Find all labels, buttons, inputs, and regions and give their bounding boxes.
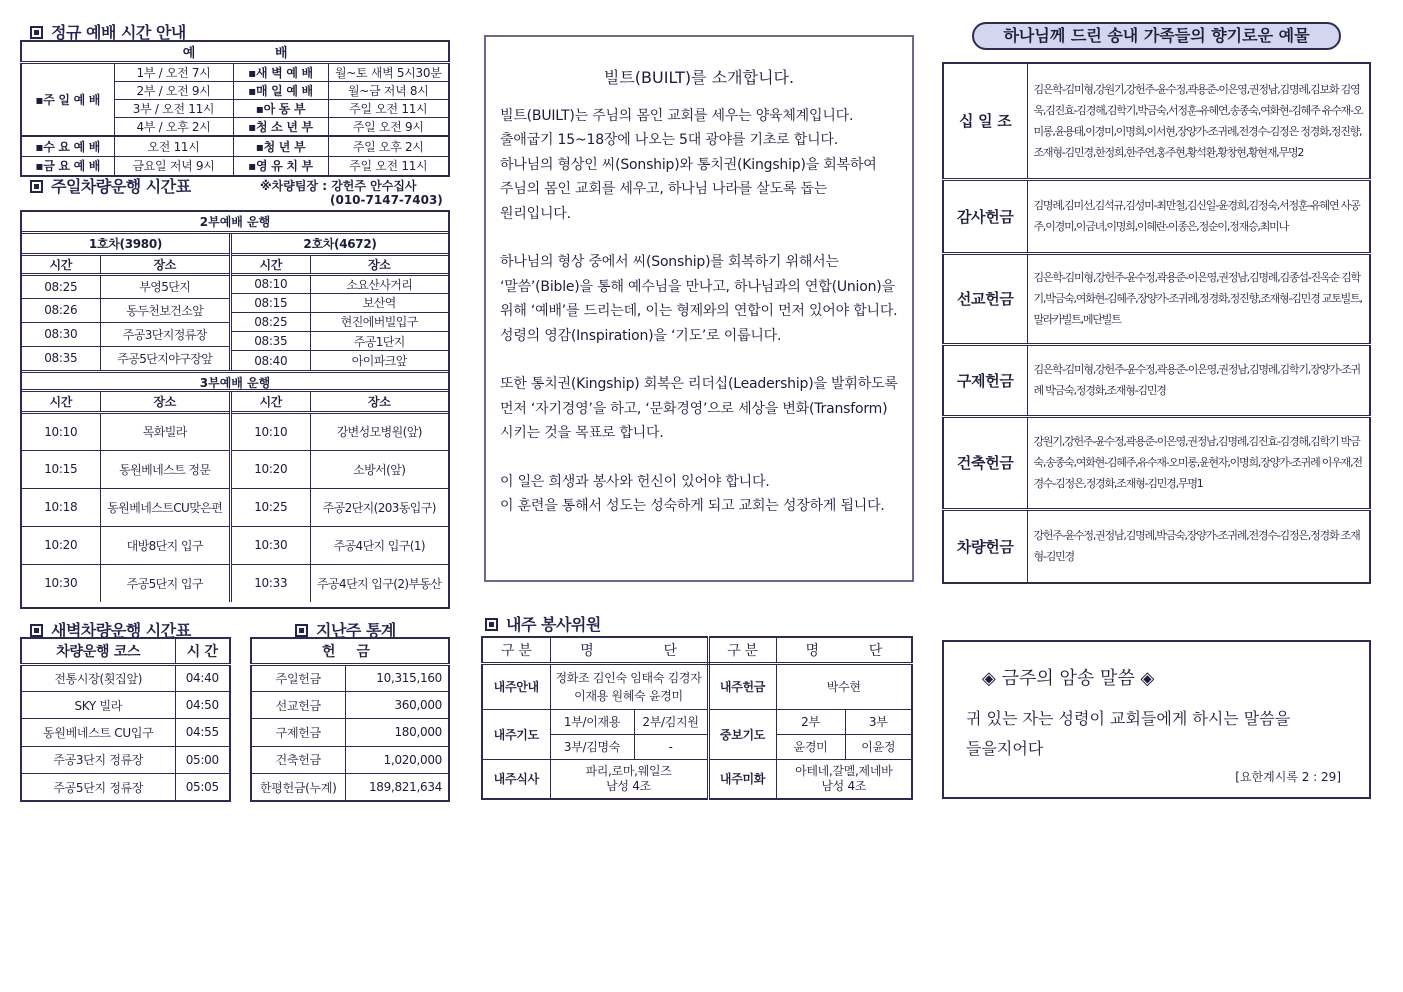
stop-place: 소요산사거리	[310, 274, 448, 293]
stop-place: 주공3단지정류장	[100, 322, 229, 346]
meal-label: 내주식사	[482, 759, 550, 799]
stop-time: 10:15	[22, 450, 100, 488]
offering-donors: 강원기,강헌주-윤수정,곽용준-이은영,권정남,김명례,김진효-김경해,김학기 박금숙,송종숙,여화현-김혜주,유수재-오미롱,윤현자,이명희,장양가-조귀례 이우재,전경수-김정은,정경화,조재형-김민경,무명1	[1027, 416, 1370, 509]
section-title-text: 주일차량운행 시간표	[51, 177, 191, 196]
stats	[250, 637, 450, 802]
course-header: 차량운행 코스	[21, 638, 175, 664]
course-stop: 동원베네스트 CU입구	[21, 719, 175, 746]
built-paragraph	[500, 250, 912, 348]
stop-place: 대방8단지 입구	[100, 526, 229, 564]
time-cell: 1부 / 오전 7시	[114, 63, 233, 82]
vehicle-schedule-title	[30, 174, 191, 197]
offering-amount: 180,000	[345, 719, 449, 746]
built-line: 출애굽기 15~18장에 나오는 5대 광야를 기초로 합니다.	[500, 132, 838, 149]
time-cell: 월~금 저녁 8시	[328, 82, 449, 100]
names-header	[776, 637, 912, 663]
offering-type: 한평헌금(누계)	[251, 774, 345, 801]
prayer-4: -	[634, 734, 708, 759]
offering-donors: 김은학-김미형,강헌주-윤수정,곽용준-이은영,권정남,김명례,김학기,장양가-조귀례 박금숙,정경화,조재형-김민경	[1027, 344, 1370, 416]
offering-header: 헌 금	[251, 638, 449, 664]
offering-row	[943, 416, 1370, 509]
prayer-3: 3부/김명숙	[550, 734, 634, 759]
memory-verse-box	[942, 640, 1371, 799]
time-cell: 월~토 새벽 5시30분	[328, 63, 449, 82]
course-time: 04:55	[175, 719, 230, 746]
header-right: 배	[275, 46, 288, 61]
built-line: 먼저 ‘자기경영’을 하고, ‘문화경영’으로 세상을 변화(Transform)	[500, 400, 888, 417]
built-line: 하나님의 형상인 씨(Sonship)와 통치권(Kingship)을 회복하여	[500, 156, 877, 173]
time-cell: 주일 오전 9시	[328, 118, 449, 137]
stop-time: 10:10	[22, 412, 100, 450]
category-header: 구 분	[482, 637, 550, 663]
offering-type: 건축헌금	[251, 746, 345, 773]
stop-time: 08:30	[22, 322, 100, 346]
memory-verse-title: ◈ 금주의 암송 말씀 ◈	[982, 668, 1155, 689]
course-time: 04:40	[175, 664, 230, 691]
built-line: 또한 통치권(Kingship) 회복은 리더십(Leadership)을 발휘하도록	[500, 376, 898, 393]
stop-place: 동원베네스트 정문	[100, 450, 229, 488]
offering-amount: 360,000	[345, 691, 449, 718]
offering-category: 건축헌금	[943, 416, 1027, 509]
built-paragraph	[500, 372, 912, 445]
vehicle-row	[232, 293, 448, 312]
offering-category: 선교헌금	[943, 253, 1027, 344]
stats-row	[251, 774, 449, 801]
time-header: 시간	[232, 254, 310, 274]
intercession-label: 중보기도	[708, 709, 776, 759]
vehicle-row	[22, 346, 229, 370]
stop-time: 08:35	[22, 346, 100, 370]
time-cell: 3부 / 오전 11시	[114, 100, 233, 118]
offering-type: 주일헌금	[251, 664, 345, 691]
offering-amount: 1,020,000	[345, 746, 449, 773]
stop-place: 주공5단지 입구	[100, 564, 229, 602]
stop-time: 10:20	[232, 450, 310, 488]
offering-category: 십 일 조	[943, 63, 1027, 179]
vehicle-row	[22, 488, 229, 526]
course-time: 05:05	[175, 774, 230, 801]
section-title-text: 지난주 통계	[316, 621, 396, 640]
built-line: 시키는 것을 목표로 합니다.	[500, 425, 664, 442]
stop-time: 10:25	[232, 488, 310, 526]
vehicle-subtable	[232, 392, 448, 602]
car2-section	[232, 234, 448, 370]
service-label: ▪매 일 예 배	[233, 82, 328, 100]
cleaning-line: 남성 4조	[821, 778, 867, 793]
stop-place: 목화빌라	[100, 412, 229, 450]
offering-row	[943, 179, 1370, 253]
third-right-section	[232, 392, 448, 602]
section-title-text: 정규 예배 시간 안내	[51, 23, 186, 42]
stop-place: 현진에버빌입구	[310, 312, 448, 331]
stop-place: 아이파크앞	[310, 351, 448, 370]
stop-time: 10:33	[232, 564, 310, 602]
course-stop: SKY 빌라	[21, 691, 175, 718]
intercession-name-2: 이윤정	[845, 734, 912, 759]
stop-time: 08:35	[232, 332, 310, 351]
stats-row	[251, 719, 449, 746]
memory-verse-text	[966, 704, 1290, 764]
vehicle-row	[22, 564, 229, 602]
time-cell: 2부 / 오전 9시	[114, 82, 233, 100]
vehicle-subtable	[22, 392, 229, 602]
prayer-2: 2부/김지원	[634, 709, 708, 734]
built-paragraph	[500, 104, 912, 226]
servants	[481, 636, 913, 800]
vehicle-row	[232, 332, 448, 351]
offering-row	[943, 253, 1370, 344]
worship-schedule-table	[20, 40, 450, 177]
time-cell: 주일 오전 11시	[328, 100, 449, 118]
cleaning-line: 아테네,갈멜,제네바	[795, 763, 893, 778]
names-header-1: 명	[805, 642, 819, 659]
vehicle-row	[232, 351, 448, 370]
names-header-2: 단	[868, 642, 882, 659]
stop-place: 동두천보건소앞	[100, 298, 229, 322]
stop-time: 08:25	[232, 312, 310, 331]
dawn-vehicle	[20, 637, 231, 802]
verse-line: 들을지어다	[966, 739, 1044, 758]
built-body	[486, 88, 912, 519]
place-header: 장소	[100, 254, 229, 274]
time-header: 시 간	[175, 638, 230, 664]
guide-label: 내주안내	[482, 663, 550, 709]
offerings	[942, 62, 1371, 584]
offering-donors: 김은학-김미형,강원기,강헌주-윤수정,곽용준-이은영,권정남,김명례,김보화 김영욱,김진효-김경해,김학기,박금숙,서정훈-유혜연,송종숙,여화현-김혜주 유수재-오미롱,윤용태,이경미,이명희,이서현,장양가-조귀례,전경수-김정은 정경화,정진향,조재형-김민경,한정희,한주연,홍주현,황석환,황창현,황현재,무명2	[1027, 63, 1370, 179]
time-header: 시간	[22, 392, 100, 412]
built-line: ‘말씀’(Bible)을 통해 예수님을 만나고, 하나님과의 연합(Union)을	[500, 278, 895, 295]
section-title-text: 새벽차량운행 시간표	[51, 621, 191, 640]
offerings-table	[942, 62, 1371, 584]
friday-label: ▪금 요 예 배	[21, 156, 114, 176]
square-bullet-icon	[30, 180, 43, 193]
offering-amount: 10,315,160	[345, 664, 449, 691]
time-cell: 주일 오후 2시	[328, 136, 449, 156]
vehicle-schedule-table	[20, 210, 450, 609]
vehicle-row	[22, 526, 229, 564]
stats-row	[251, 746, 449, 773]
built-line: 빌트(BUILT)는 주님의 몸인 교회를 세우는 양육체계입니다.	[500, 108, 854, 124]
service-label: ▪청 소 년 부	[233, 118, 328, 137]
service-label: ▪아 동 부	[233, 100, 328, 118]
place-header: 장소	[310, 254, 448, 274]
servants-table	[481, 636, 913, 800]
table-header	[21, 41, 449, 63]
offering-name: 박수현	[776, 663, 912, 709]
vehicle-team-leader: ※차량팀장 : 강헌주 안수집사	[260, 179, 417, 193]
verse-reference: [요한계시록 2 : 29]	[1235, 770, 1341, 784]
stop-time: 08:26	[22, 298, 100, 322]
vehicle-row	[232, 312, 448, 331]
offering-type: 선교헌금	[251, 691, 345, 718]
intercession-header-1: 2부	[776, 709, 845, 734]
servants-title	[485, 612, 601, 635]
stop-place: 주공5단지야구장앞	[100, 346, 229, 370]
worship-schedule	[20, 40, 450, 177]
stats-row	[251, 691, 449, 718]
vehicle-row	[232, 274, 448, 293]
dawn-row	[21, 774, 230, 801]
square-bullet-icon	[30, 624, 43, 637]
meal-names	[550, 759, 708, 799]
built-title: 빌트(BUILT)를 소개합니다.	[603, 68, 795, 87]
names-header	[550, 637, 708, 663]
verse-line: 귀 있는 자는 성령이 교회들에게 하시는 말씀을	[966, 709, 1291, 728]
stop-place: 부영5단지	[100, 274, 229, 298]
stop-time: 10:20	[22, 526, 100, 564]
category-header: 구 분	[708, 637, 776, 663]
dawn-row	[21, 691, 230, 718]
time-cell: 오전 11시	[114, 136, 233, 156]
stats-table	[250, 637, 450, 802]
offering-row	[943, 63, 1370, 179]
time-header: 시간	[232, 392, 310, 412]
built-line: 하나님의 형상 중에서 씨(Sonship)를 회복하기 위해서는	[500, 254, 839, 271]
third-service-bar: 3부예배 운행	[22, 370, 448, 392]
course-stop: 주공5단지 정류장	[21, 774, 175, 801]
dawn-row	[21, 719, 230, 746]
intercession-name-1: 윤경미	[776, 734, 845, 759]
course-stop: 주공3단지 정류장	[21, 746, 175, 773]
offering-type: 구제헌금	[251, 719, 345, 746]
offering-row	[943, 509, 1370, 583]
offering-donors: 강헌주-윤수정,권정남,김명례,박금숙,장양가-조귀례,전경수-김정은,정경화 조재형-김민경	[1027, 509, 1370, 583]
stop-place: 주공2단지(203동입구)	[310, 488, 448, 526]
course-time: 04:50	[175, 691, 230, 718]
course-stop: 전통시장(횟집앞)	[21, 664, 175, 691]
header-left: 예	[182, 46, 195, 61]
dawn-vehicle-table	[20, 637, 231, 802]
car-header: 1호차(3980)	[22, 234, 229, 254]
stop-place: 보산역	[310, 293, 448, 312]
square-bullet-icon	[295, 624, 308, 637]
offering-amount: 189,821,634	[345, 774, 449, 801]
built-line: 위해 ‘예배’를 드리는데, 이는 형제와의 연합이 먼저 있어야 합니다.	[500, 303, 898, 320]
dawn-row	[21, 664, 230, 691]
built-intro-box	[484, 35, 914, 582]
place-header: 장소	[310, 392, 448, 412]
vehicle-row	[22, 298, 229, 322]
time-cell: 주일 오전 11시	[328, 156, 449, 176]
built-line: 이 일은 희생과 봉사와 헌신이 있어야 합니다.	[500, 474, 770, 491]
service-label: ▪청 년 부	[233, 136, 328, 156]
stop-time: 10:10	[232, 412, 310, 450]
guide-line: 이재용 원혜숙 윤경미	[574, 688, 683, 703]
offering-label: 내주헌금	[708, 663, 776, 709]
stop-time: 08:10	[232, 274, 310, 293]
built-line: 원리입니다.	[500, 205, 571, 222]
built-line: 주님의 몸인 교회를 세우고, 하나님 나라를 살도록 돕는	[500, 181, 828, 198]
stop-time: 08:15	[232, 293, 310, 312]
car-header: 2호차(4672)	[232, 234, 448, 254]
stop-place: 강변성모병원(앞)	[310, 412, 448, 450]
car1-section	[22, 234, 232, 370]
square-bullet-icon	[30, 26, 43, 39]
prayer-1: 1부/이재용	[550, 709, 634, 734]
third-left-section	[22, 392, 232, 602]
stop-place: 주공1단지	[310, 332, 448, 351]
stop-time: 10:30	[232, 526, 310, 564]
section-title-text: 내주 봉사위원	[506, 615, 601, 634]
dawn-row	[21, 746, 230, 773]
stop-place: 주공4단지 입구(1)	[310, 526, 448, 564]
intercession-header-2: 3부	[845, 709, 912, 734]
vehicle-row	[232, 450, 448, 488]
offering-category: 차량헌금	[943, 509, 1027, 583]
guide-line: 정화조 김인숙 임태숙 김경자	[555, 670, 702, 685]
meal-line: 남성 4조	[606, 778, 651, 793]
stop-place: 동원베네스트CU맞은편	[100, 488, 229, 526]
vehicle-row	[232, 488, 448, 526]
stop-place: 소방서(앞)	[310, 450, 448, 488]
built-line: 이 훈련을 통해서 성도는 성숙하게 되고 교회는 성장하게 됩니다.	[500, 498, 885, 515]
time-header: 시간	[22, 254, 100, 274]
time-cell: 4부 / 오후 2시	[114, 118, 233, 137]
built-line: 성령의 영감(Inspiration)을 ‘기도’로 이룹니다.	[500, 327, 782, 344]
course-time: 05:00	[175, 746, 230, 773]
vehicle-subtable	[232, 234, 448, 370]
vehicle-row	[22, 450, 229, 488]
names-header-1: 명	[580, 642, 594, 659]
time-cell: 금요일 저녁 9시	[114, 156, 233, 176]
sunday-label: ▪주 일 예 배	[21, 63, 114, 137]
vehicle-subtable	[22, 234, 229, 370]
cleaning-names	[776, 759, 912, 799]
offering-donors: 김명례,김미선,김석규,김성미-최만철,김신일-윤경희,김정숙,서정훈-유혜연 사공주,이경미,이금녀,이명희,이혜란-이종은,정순이,정재승,최미나	[1027, 179, 1370, 253]
vehicle-row	[232, 564, 448, 602]
names-header-2: 단	[663, 642, 677, 659]
offering-category: 감사헌금	[943, 179, 1027, 253]
offering-donors: 김은학-김미형,강헌주-윤수정,곽용준-이은영,권정남,김명례,김종섭-진옥순 김학기,박금숙,여화현-김혜주,장양가-조귀례,정경화,정진향,조재형-김민경 교토빌트,말라카빌트,메단빌트	[1027, 253, 1370, 344]
square-bullet-icon	[485, 618, 498, 631]
vehicle-row	[22, 412, 229, 450]
stop-time: 10:30	[22, 564, 100, 602]
offerings-title: 하나님께 드린 송내 가족들의 향기로운 예물	[972, 22, 1341, 50]
vehicle-row	[232, 412, 448, 450]
service-label: ▪영 유 치 부	[233, 156, 328, 176]
stats-row	[251, 664, 449, 691]
offering-category: 구제헌금	[943, 344, 1027, 416]
cleaning-label: 내주미화	[708, 759, 776, 799]
stop-time: 08:40	[232, 351, 310, 370]
vehicle-row	[22, 322, 229, 346]
vehicle-team-phone: (010-7147-7403)	[330, 193, 443, 207]
prayer-label: 내주기도	[482, 709, 550, 759]
vehicle-row	[232, 526, 448, 564]
meal-line: 파리,로마,웨일즈	[585, 763, 672, 778]
built-paragraph	[500, 470, 912, 519]
stop-time: 10:18	[22, 488, 100, 526]
stop-time: 08:25	[22, 274, 100, 298]
service-label: ▪새 벽 예 배	[233, 63, 328, 82]
wednesday-label: ▪수 요 예 배	[21, 136, 114, 156]
place-header: 장소	[100, 392, 229, 412]
guide-names	[550, 663, 708, 709]
offering-row	[943, 344, 1370, 416]
vehicle-row	[22, 274, 229, 298]
stop-place: 주공4단지 입구(2)부동산	[310, 564, 448, 602]
second-service-bar: 2부예배 운행	[22, 212, 448, 234]
